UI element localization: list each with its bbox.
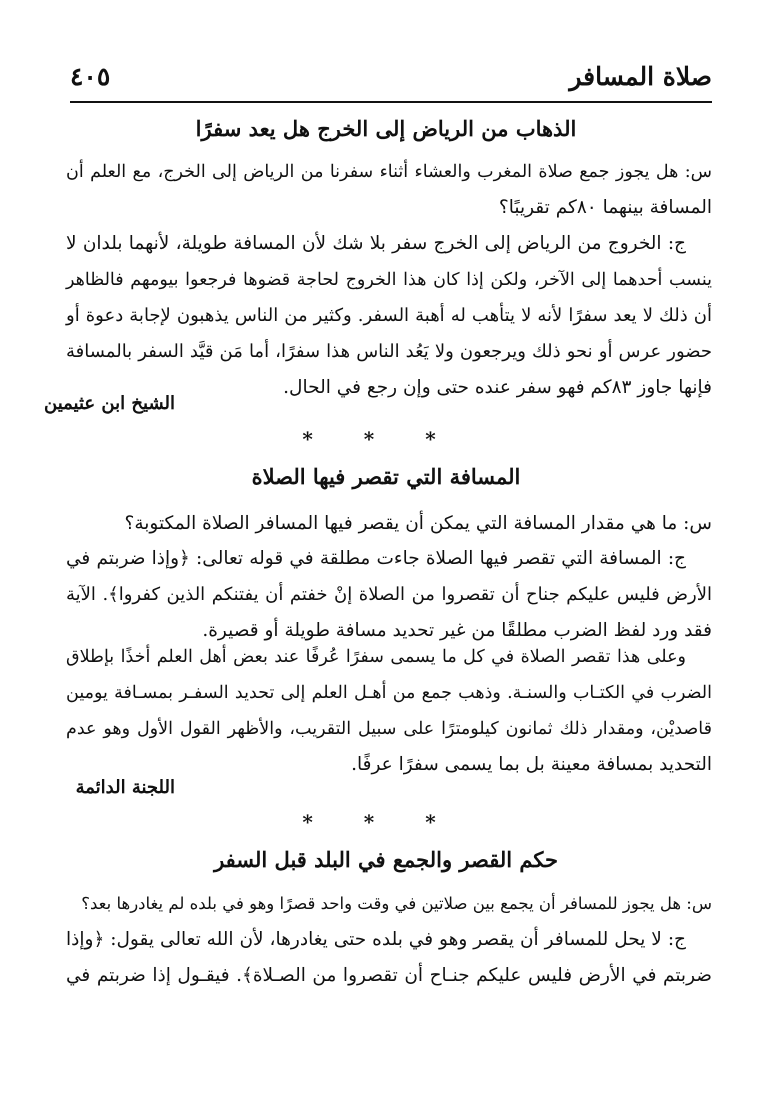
text-line: ج: الخروج من الرياض إلى الخرج سفر بلا شك لأن المسافة طويلة، لأنهما بلدان لا [66,233,686,254]
text-line: س: هل يجوز للمسافر أن يجمع بين صلاتين في وقت واحد قصرًا وهو في بلده لم يغادرها بعد؟ [81,894,712,913]
attribution: الشيخ ابن عثيمين [44,393,175,414]
text-line: الأرض فليس عليكم جناح أن تقصروا من الصلاة إنْ خفتم أن يفتنكم الذين كفروا﴾. الآية [66,584,712,605]
section-title: حكم القصر والجمع في البلد قبل السفر [214,847,558,872]
answer-block [66,226,712,406]
text-line: س: هل يجوز جمع صلاة المغرب والعشاء أثناء سفرنا من الرياض إلى الخرج، مع العلم أن [66,162,712,182]
section-separator: * * * [302,427,458,451]
page-number: ٤٠٥ [70,62,111,91]
text-line: حضور عرس أو نحو ذلك ويرجعون ولا يَعُد الناس هذا سفرًا، أما مَن قيَّد السفر بالمسافة [66,341,712,362]
running-title: صلاة المسافر [569,62,712,91]
section-separator: * * * [302,810,458,834]
text-line: أن ذلك لا يعد سفرًا لأنه لا يتأهب له أهبة السفر. وكثير من الناس يذهبون لإجابة دعوة أو [66,305,712,326]
text-line: الضرب في الكتـاب والسنـة. وذهب جمع من أهـل العلم إلى تحديد السفـر بمسـافة يومين [66,683,712,703]
text-line: التحديد بمسافة معينة بل بما يسمى سفرًا عرفًا. [351,754,712,775]
answer-block [66,922,712,994]
text-line: ج: لا يحل للمسافر أن يقصر وهو في بلده حتى يغادرها، لأن الله تعالى يقول: ﴿وإذا [66,929,686,950]
question-block [66,886,712,922]
running-header [70,62,712,98]
answer-block [66,541,712,649]
header-divider [70,101,712,103]
text-line: فقد ورد لفظ الضرب مطلقًا من غير تحديد مسافة طويلة أو قصيرة. [202,620,712,641]
text-line: ضربتم في الأرض فليس عليكم جنـاح أن تقصروا من الصـلاة﴾. فيقـول إذا ضربتم في [66,965,712,986]
text-line: فإنها جاوز ٨٣كم فهو سفر عنده حتى وإن رجع في الحال. [283,377,712,398]
text-line: ينسب أحدهما إلى الآخر، ولكن إذا كان هذا الخروج لحاجة قضوها فرجعوا بيومهم فالظاهر [66,270,712,290]
question-block [66,154,712,226]
answer-continuation-block [66,639,712,783]
text-line: المسافة بينهما ٨٠كم تقريبًا؟ [498,197,712,218]
question-block [66,506,712,542]
attribution: اللجنة الدائمة [75,777,175,798]
text-line: س: ما هي مقدار المسافة التي يمكن أن يقصر فيها المسافر الصلاة المكتوبة؟ [124,513,712,534]
section-title: المسافة التي تقصر فيها الصلاة [251,464,521,489]
section-title: الذهاب من الرياض إلى الخرج هل يعد سفرًا [195,116,577,141]
text-line: قاصديْن، ومقدار ذلك ثمانون كيلومترًا على سبيل التقريب، والأظهر القول الأول وهو عدم [66,719,712,739]
text-line: ج: المسافة التي تقصر فيها الصلاة جاءت مطلقة في قوله تعالى: ﴿وإذا ضربتم في [66,548,686,569]
text-line: وعلى هذا تقصر الصلاة في كل ما يسمى سفرًا عُرفًا عند بعض أهل العلم أخذًا بإطلاق [66,647,686,667]
